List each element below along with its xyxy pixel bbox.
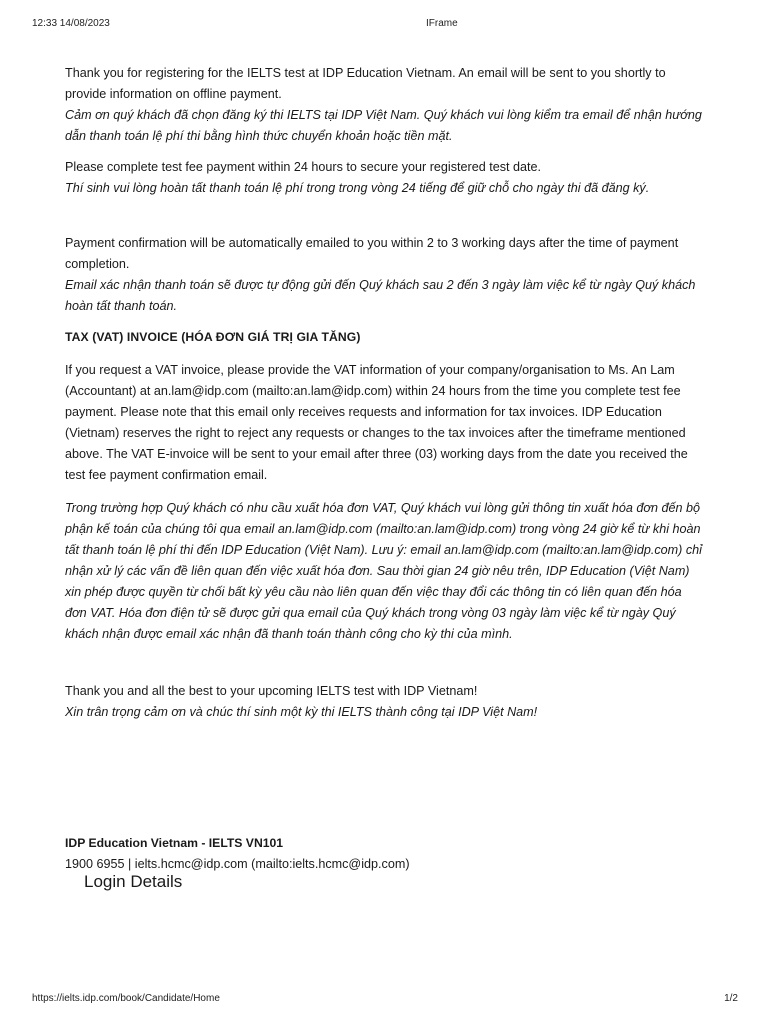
signature-name: IDP Education Vietnam - IELTS VN101 [65,836,284,850]
intro-english: Thank you for registering for the IELTS test at IDP Education Vietnam. An email will be sent to you shortly to provide information on offline payment. [65,66,666,101]
closing-english: Thank you and all the best to your upcoming IELTS test with IDP Vietnam! [65,684,478,698]
login-details-heading: Login Details [84,872,183,891]
print-footer [0,993,768,1007]
print-header [0,18,768,32]
confirmation-vietnamese: Email xác nhận thanh toán sẽ được tự động gửi đến Quý khách sau 2 đến 3 ngày làm việc kể từ ngày Quý khách hoàn tất thanh toán. [65,278,696,313]
deadline-vietnamese: Thí sinh vui lòng hoàn tất thanh toán lệ phí trong trong vòng 24 tiếng để giữ chỗ cho ngày thi đã đăng ký. [65,181,650,195]
deadline-english: Please complete test fee payment within 24 hours to secure your registered test date. [65,160,542,174]
signature-contact: 1900 6955 | ielts.hcmc@idp.com (mailto:ielts.hcmc@idp.com) [65,857,410,871]
vat-heading: TAX (VAT) INVOICE (HÓA ĐƠN GIÁ TRỊ GIA TĂNG) [65,330,361,344]
closing-vietnamese: Xin trân trọng cảm ơn và chúc thí sinh một kỳ thi IELTS thành công tại IDP Việt Nam! [65,705,538,719]
print-page-number: 1/2 [724,993,738,1004]
print-datetime: 12:33 14/08/2023 [32,18,110,29]
print-page-title: IFrame [426,18,458,29]
vat-english: If you request a VAT invoice, please provide the VAT information of your company/organisation to Ms. An Lam (Accountant) at an.lam@idp.com (mailto:an.lam@idp.com) within 24 hours from the time you complete test fee payment. Please note that this email only receives requests and information for tax invoices. IDP Education (Vietnam) reserves the right to reject any requests or changes to the tax invoices after the timeframe mentioned above. The VAT E-invoice will be sent to your email after three (03) working days from the date you received the test fee payment confirmation email. [65,363,688,482]
confirmation-english: Payment confirmation will be automatically emailed to you within 2 to 3 working days after the time of payment completion. [65,236,679,271]
message-body [65,63,705,875]
vat-vietnamese: Trong trường hợp Quý khách có nhu cầu xuất hóa đơn VAT, Quý khách vui lòng gửi thông tin xuất hóa đơn đến bộ phận kế toán của chúng tôi qua email an.lam@idp.com (mailto:an.lam@idp.com) trong vòng 24 giờ kể từ khi hoàn tất thanh toán lệ phí thi đến IDP Education (Việt Nam). Lưu ý: email an.lam@idp.com (mailto:an.lam@idp.com) chỉ nhận xử lý các vấn đề liên quan đến việc xuất hóa đơn. Sau thời gian 24 giờ nêu trên, IDP Education (Việt Nam) xin phép được quyền từ chối bất kỳ yêu cầu nào liên quan đến việc thay đổi các thông tin có liên quan đến hóa đơn VAT. Hóa đơn điện tử sẽ được gửi qua email của Quý khách trong vòng 03 ngày làm việc kể từ ngày Quý khách nhận được email xác nhận đã thanh toán thành công cho kỳ thi của mình. [65,501,702,641]
print-url: https://ielts.idp.com/book/Candidate/Home [32,993,220,1004]
intro-vietnamese: Cảm ơn quý khách đã chọn đăng ký thi IELTS tại IDP Việt Nam. Quý khách vui lòng kiểm tra email để nhận hướng dẫn thanh toán lệ phí thi bằng hình thức chuyển khoản hoặc tiền mặt. [65,108,702,143]
